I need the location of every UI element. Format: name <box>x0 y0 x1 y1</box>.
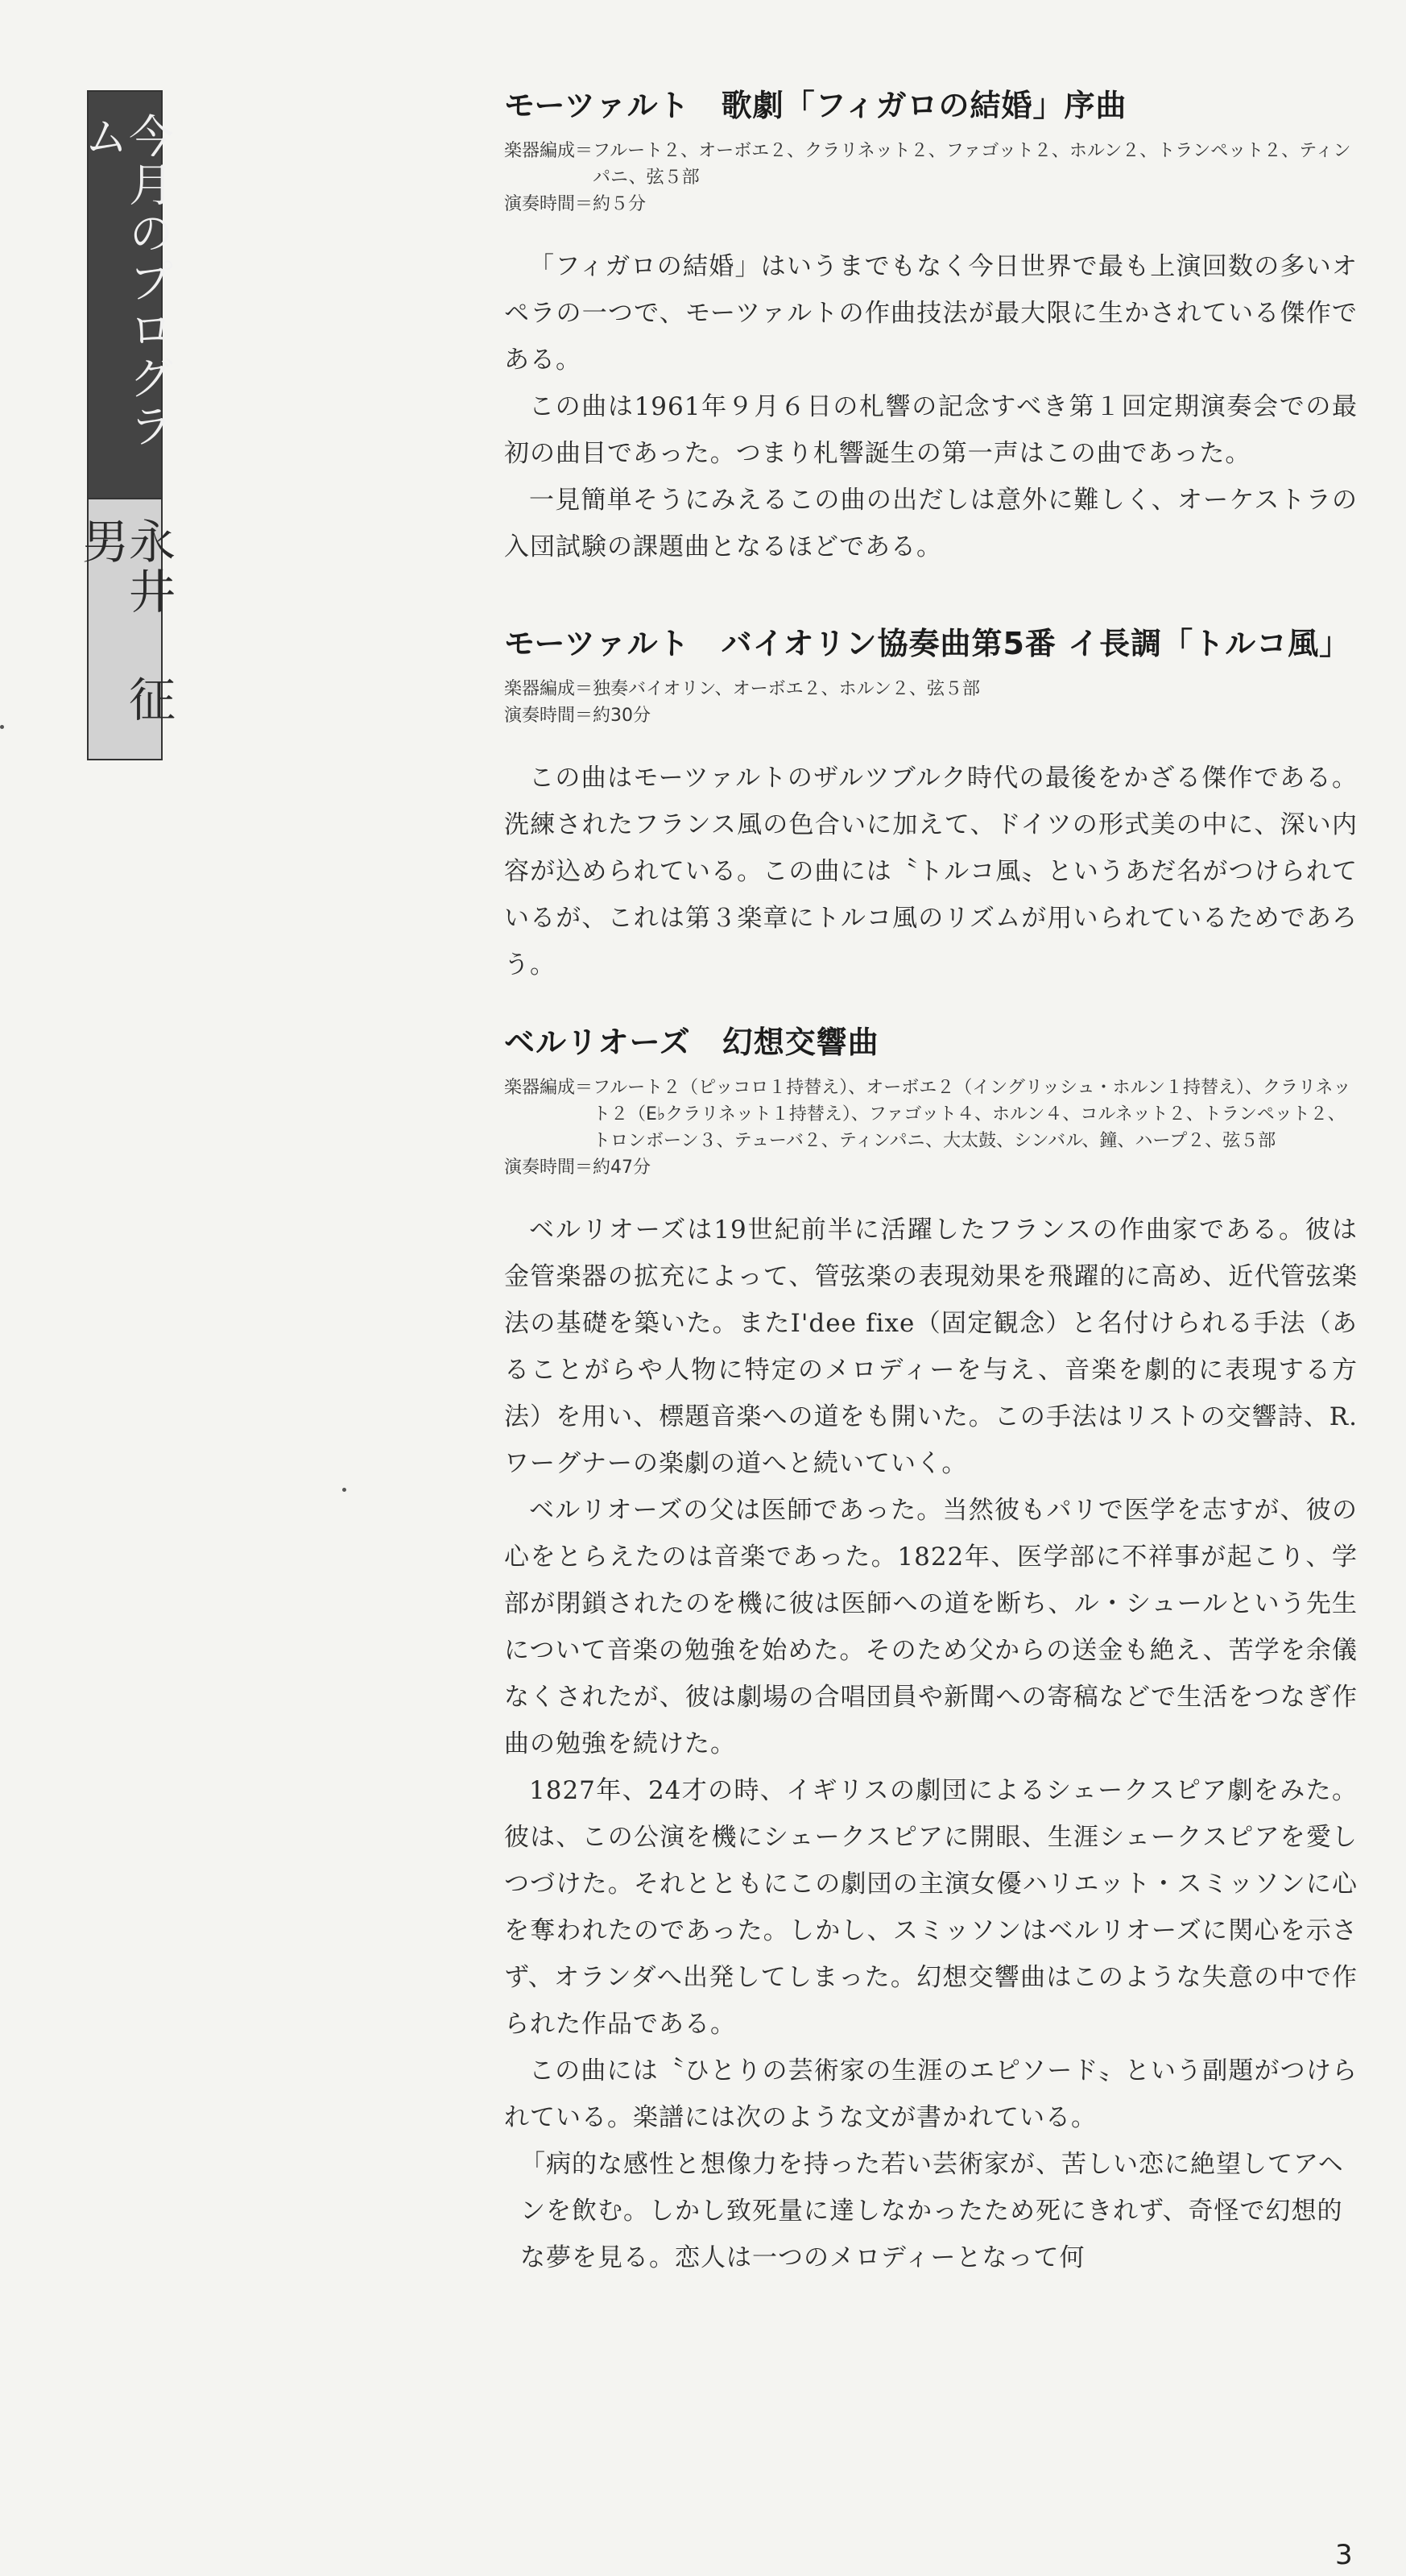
section-title: ベルリオーズ 幻想交響曲 <box>504 1025 879 1060</box>
sidebar-banner <box>74 90 176 760</box>
section-meta <box>504 138 1358 217</box>
paragraph: この曲は1961年９月６日の札響の記念すべき第１回定期演奏会での最初の曲目であった。つまり札響誕生の第一声はこの曲であった。 <box>504 392 1358 468</box>
instrumentation-label: 楽器編成＝ <box>504 679 593 699</box>
sidebar-title-block <box>77 90 174 499</box>
quote-text: 「病的な感性と想像力を持った若い芸術家が、苦しい恋に絶望してアヘンを飲む。しかし致死量に達しなかったため死にきれず、奇怪で幻想的な夢を見る。恋人は一つのメロディーとなって何 <box>520 2150 1344 2272</box>
paragraph: ベルリオーズの父は医師であった。当然彼もパリで医学を志すが、彼の心をとらえたのは音楽であった。1822年、医学部に不祥事が起こり、学部が閉鎖されたのを機に彼は医師への道を断ち、ル・シュールという先生について音楽の勉強を始めた。そのため父からの送金も絶え、苦学を余儀なくされたが、彼は劇場の合唱団員や新聞への寄稿などで生活をつなぎ作曲の勉強を続けた。 <box>504 1496 1358 1758</box>
scan-speck <box>342 1488 346 1492</box>
paragraph: ベルリオーズは19世紀前半に活躍したフランスの作曲家である。彼は金管楽器の拡充によって、管弦楽の表現効果を飛躍的に高め、近代管弦楽法の基礎を築いた。またI'dee fixe（固定観念）と名付けられる手法（あることがらや人物に特定のメロディーを与え、音楽を劇的に表現する方法）を用い、標題音楽への道をも開いた。この手法はリストの交響詩、R.ワーグナーの楽劇の道へと続いていく。 <box>504 1216 1358 1478</box>
instrumentation: 独奏バイオリン、オーボエ２、ホルン２、弦５部 <box>593 679 981 699</box>
instrumentation-label: 楽器編成＝ <box>504 1078 593 1098</box>
program-notes <box>504 81 1358 2281</box>
scan-speck <box>0 725 4 729</box>
section-title: モーツァルト バイオリン協奏曲第5番 イ長調「トルコ風」 <box>504 626 1351 661</box>
section-meta <box>504 676 1358 729</box>
section-meta <box>504 1075 1358 1181</box>
sidebar-author-block <box>74 499 176 760</box>
duration: 演奏時間＝約５分 <box>504 194 647 214</box>
paragraph: 一見簡単そうにみえるこの曲の出だしは意外に難しく、オーケストラの入団試験の課題曲となるほどである。 <box>504 486 1358 561</box>
section-figaro <box>504 81 1358 570</box>
duration: 演奏時間＝約47分 <box>504 1158 651 1178</box>
section-body <box>504 1207 1358 2141</box>
section-symphonie-fantastique <box>504 1017 1358 2281</box>
section-body <box>504 755 1358 988</box>
section-body <box>504 243 1358 570</box>
paragraph: この曲はモーツァルトのザルツブルク時代の最後をかざる傑作である。洗練されたフランス風の色合いに加えて、ドイツの形式美の中に、深い内容が込められている。この曲には〝トルコ風〟というあだ名がつけられているが、これは第３楽章にトルコ風のリズムが用いられているためであろう。 <box>504 764 1358 979</box>
section-violin-concerto <box>504 619 1358 988</box>
paragraph: この曲には〝ひとりの芸術家の生涯のエピソード〟という副題がつけられている。楽譜には次のような文が書かれている。 <box>504 2056 1358 2132</box>
instrumentation-label: 楽器編成＝ <box>504 141 593 161</box>
paragraph: 「フィガロの結婚」はいうまでもなく今日世界で最も上演回数の多いオペラの一つで、モーツァルトの作曲技法が最大限に生かされている傑作である。 <box>504 252 1358 375</box>
duration: 演奏時間＝約30分 <box>504 706 651 726</box>
instrumentation: フルート２、オーボエ２、クラリネット２、ファゴット２、ホルン２、トランペット２、ティンパニ、弦５部 <box>593 141 1351 188</box>
instrumentation: フルート２（ピッコロ１持替え）、オーボエ２（イングリッシュ・ホルン１持替え）、クラリネット２（E♭クラリネット１持替え）、ファゴット４、ホルン４、コルネット２、トランペット２、トロンボーン３、テューバ２、ティンパニ、大太鼓、シンバル、鐘、ハープ２、弦５部 <box>593 1078 1351 1151</box>
page-number: 3 <box>1335 2539 1353 2571</box>
author-name: 永井 征男 <box>74 517 176 725</box>
paragraph: 1827年、24才の時、イギリスの劇団によるシェークスピア劇をみた。彼は、この公演を機にシェークスピアに開眼、生涯シェークスピアを愛しつづけた。それとともにこの劇団の主演女優ハリエット・スミッソンに心を奪われたのであった。しかし、スミッソンはベルリオーズに関心を示さず、オランダへ出発してしまった。幻想交響曲はこのような失意の中で作られた作品である。 <box>504 1776 1358 2039</box>
score-quote <box>504 2141 1358 2281</box>
section-title: モーツァルト 歌劇「フィガロの結婚」序曲 <box>504 88 1127 123</box>
sidebar-title: 今月のプログラム <box>77 113 174 451</box>
